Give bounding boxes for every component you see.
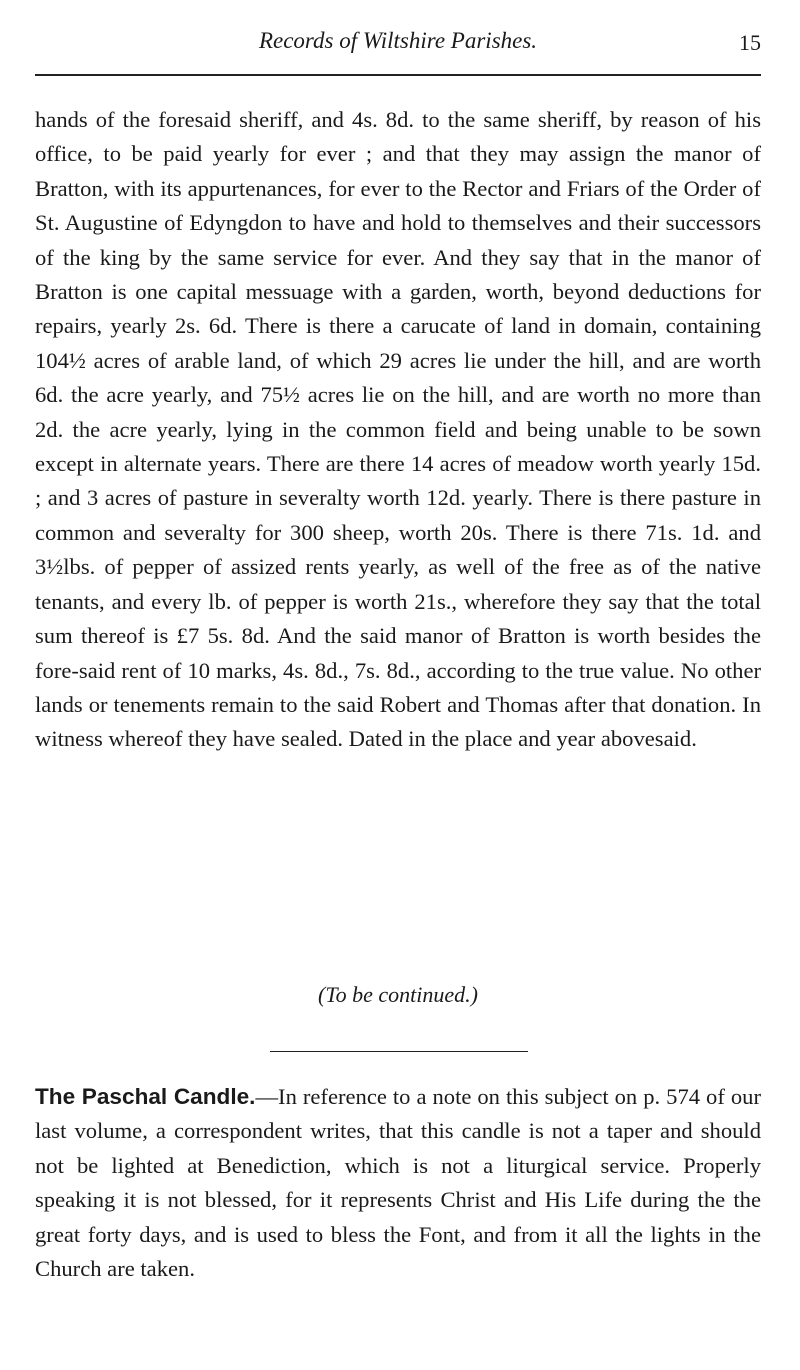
main-text <box>35 103 761 757</box>
note-title: The Paschal Candle. <box>35 1084 256 1109</box>
running-title: Records of Wiltshire Parishes. <box>258 28 538 53</box>
page-header <box>35 0 761 64</box>
page <box>35 0 761 1282</box>
note-text: —In reference to a note on this subject on p. 574 of our last volume, a correspondent writes, that this candle is not a taper and should not be lighted at Benediction, which is not a liturgical service. Properly speaking it is not blessed, for it represents Christ and His Life during the the great forty days, and is used to bless the Font, and from it all the lights in the Church are taken. <box>35 1084 761 1282</box>
to-be-continued: (To be continued.) <box>318 982 478 1007</box>
header-rule <box>35 74 761 76</box>
section-divider <box>270 1051 528 1052</box>
paschal-candle-note <box>35 1080 761 1286</box>
body-paragraph: hands of the foresaid sheriff, and 4s. 8d. to the same sheriff, by reason of his office, to be paid yearly for ever ; and that they may assign the manor of Bratton, with its appurtenances, for ever to the Rector and Friars of the Order of St. Augustine of Edyngdon to have and hold to themselves and their successors of the king by the same service for ever. And they say that in the manor of Bratton is one capital messuage with a garden, worth, beyond deductions for repairs, yearly 2s. 6d. There is there a carucate of land in domain, containing 104½ acres of arable land, of which 29 acres lie under the hill, and are worth 6d. the acre yearly, and 75½ acres lie on the hill, and are worth no more than 2d. the acre yearly, lying in the common field and being unable to be sown except in alternate years. There are there 14 acres of meadow worth yearly 15d. ; and 3 acres of pasture in severalty worth 12d. yearly. There is there pasture in common and severalty for 300 sheep, worth 20s. There is there 71s. 1d. and 3½lbs. of pepper of assized rents yearly, as well of the free as of the native tenants, and every lb. of pepper is worth 21s., wherefore they say that the total sum thereof is £7 5s. 8d. And the said manor of Bratton is worth besides the fore-said rent of 10 marks, 4s. 8d., 7s. 8d., according to the true value. No other lands or tenements remain to the said Robert and Thomas after that donation. In witness whereof they have sealed. Dated in the place and year abovesaid. <box>35 107 761 752</box>
page-number: 15 <box>739 30 761 55</box>
